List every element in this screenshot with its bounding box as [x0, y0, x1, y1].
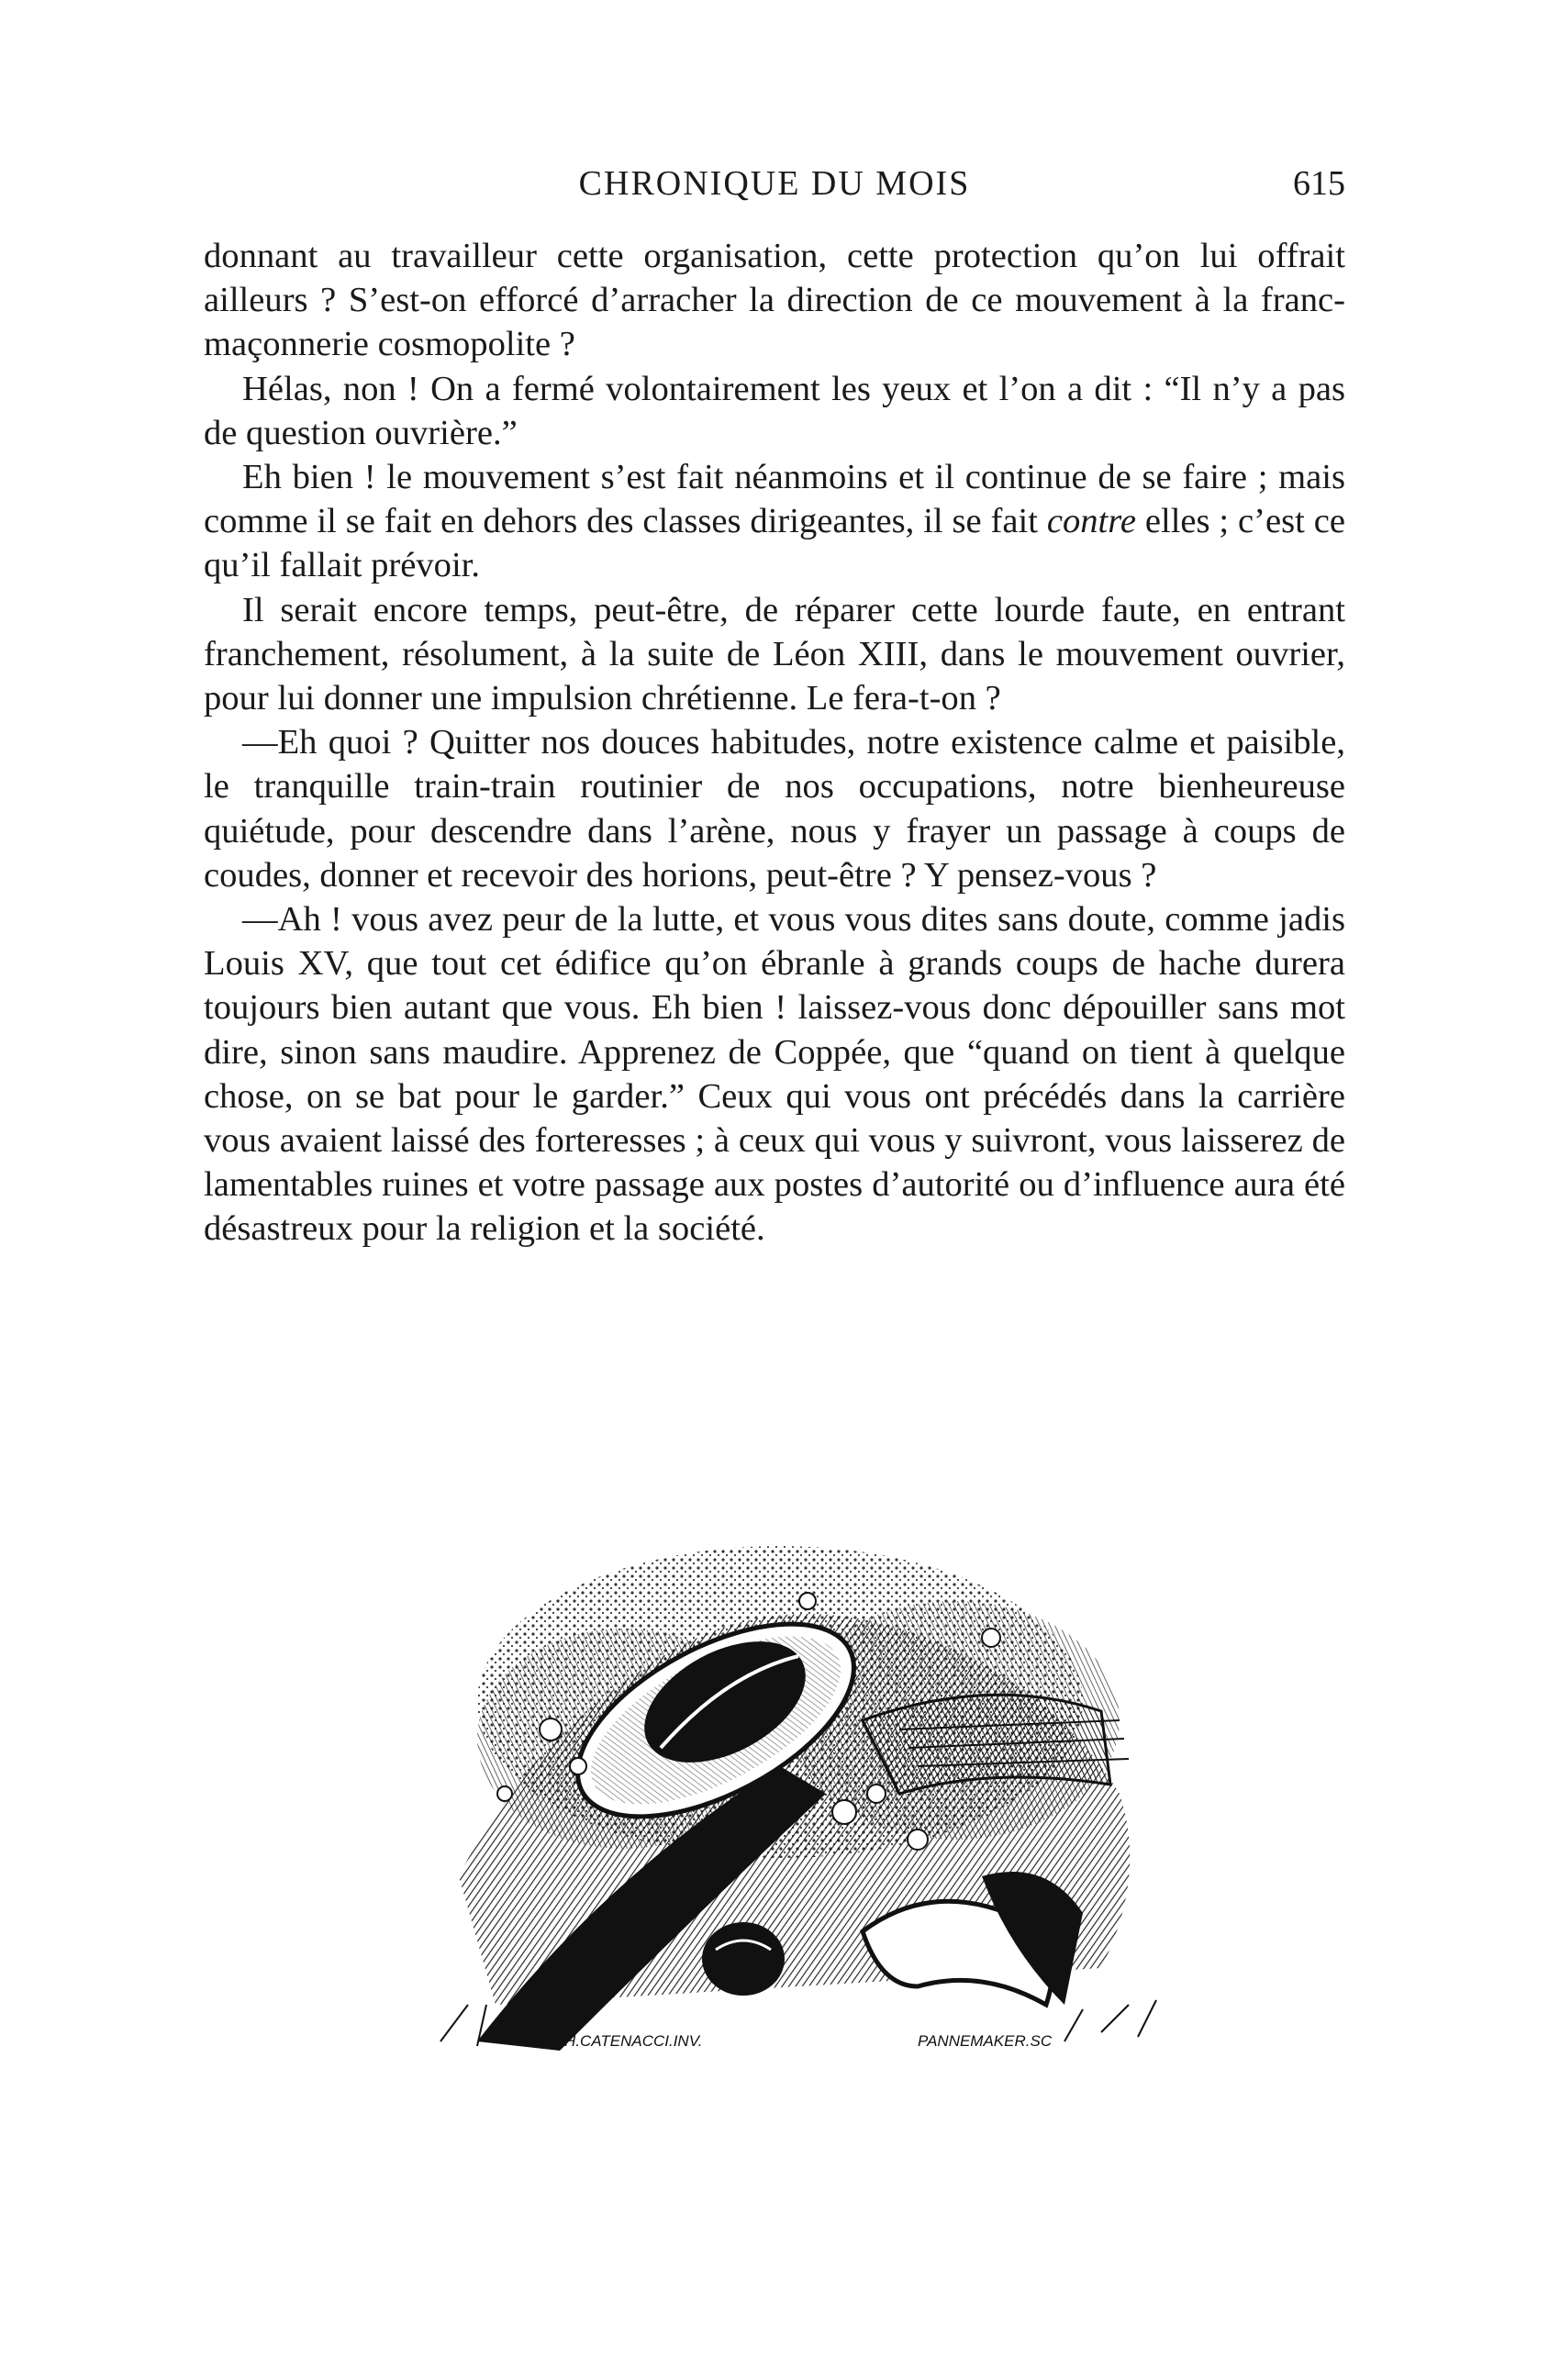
paragraph-4 [204, 588, 1345, 721]
paragraph-5-text: —Eh quoi ? Quitter nos douces habitudes, notre existence calme et paisible, le tranquille train-train routinier de nos occupations, notre bienheureuse quiétude, pour descendre dans l’arène, nous y frayer un passage à coups de coudes, donner et recevoir des horions, peut-être ? Y pensez-vous ? [204, 723, 1345, 895]
paragraph-2 [204, 367, 1345, 455]
vignette-illustration [349, 1491, 1230, 2060]
paragraph-1-text: donnant au travailleur cette organisation, cette protection qu’on lui offrait ailleurs ? S’est-on efforcé d’arracher la direction de ce mouvement à la franc-maçonnerie cosmopolite ? [204, 237, 1345, 364]
running-title: CHRONIQUE DU MOIS [578, 164, 971, 203]
paragraph-3-text-b: elles ; c’est ce qu’il fallait prévoir. [204, 502, 1345, 585]
paragraph-4-text: Il serait encore temps, peut-être, de réparer cette lourde faute, en entrant franchement, résolument, à la suite de Léon XIII, dans le mouvement ouvrier, pour lui donner une impulsion chrétienne. Le fera-t-on ? [204, 590, 1345, 718]
engraved-vignette [349, 1491, 1230, 2060]
signature-right: PANNEMAKER.SC [918, 2032, 1053, 2050]
running-header [204, 163, 1345, 218]
page-number: 615 [1293, 164, 1345, 203]
paragraph-5 [204, 720, 1345, 897]
paragraph-3 [204, 455, 1345, 588]
paragraph-2-text: Hélas, non ! On a fermé volontairement les yeux et l’on a dit : “Il n’y a pas de question ouvrière.” [204, 369, 1345, 452]
paragraph-3-italic-word: contre [1046, 502, 1136, 541]
paragraph-6 [204, 897, 1345, 1251]
paragraph-1 [204, 234, 1345, 367]
signature-left: H.CATENACCI.INV. [564, 2032, 703, 2050]
paragraph-6-text: —Ah ! vous avez peur de la lutte, et vous vous dites sans doute, comme jadis Louis XV, que tout cet édifice qu’on ébranle à grands coups de hache durera toujours bien autant que vous. Eh bien ! laissez-vous donc dépouiller sans mot dire, sinon sans maudire. Apprenez de Coppée, que “quand on tient à quelque chose, on se bat pour le garder.” Ceux qui vous ont précédés dans la carrière vous avaient laissé des forteresses ; à ceux qui vous y suivront, vous laisserez de lamentables ruines et votre passage aux postes d’autorité ou d’influence aura été désastreux pour la religion et la société. [204, 900, 1345, 1249]
paragraph-3-text-a: Eh bien ! le mouvement s’est fait néanmoins et il continue de se faire ; mais comme il se fait en dehors des classes dirigeantes, il se fait [204, 458, 1345, 541]
body-text [204, 234, 1345, 1251]
